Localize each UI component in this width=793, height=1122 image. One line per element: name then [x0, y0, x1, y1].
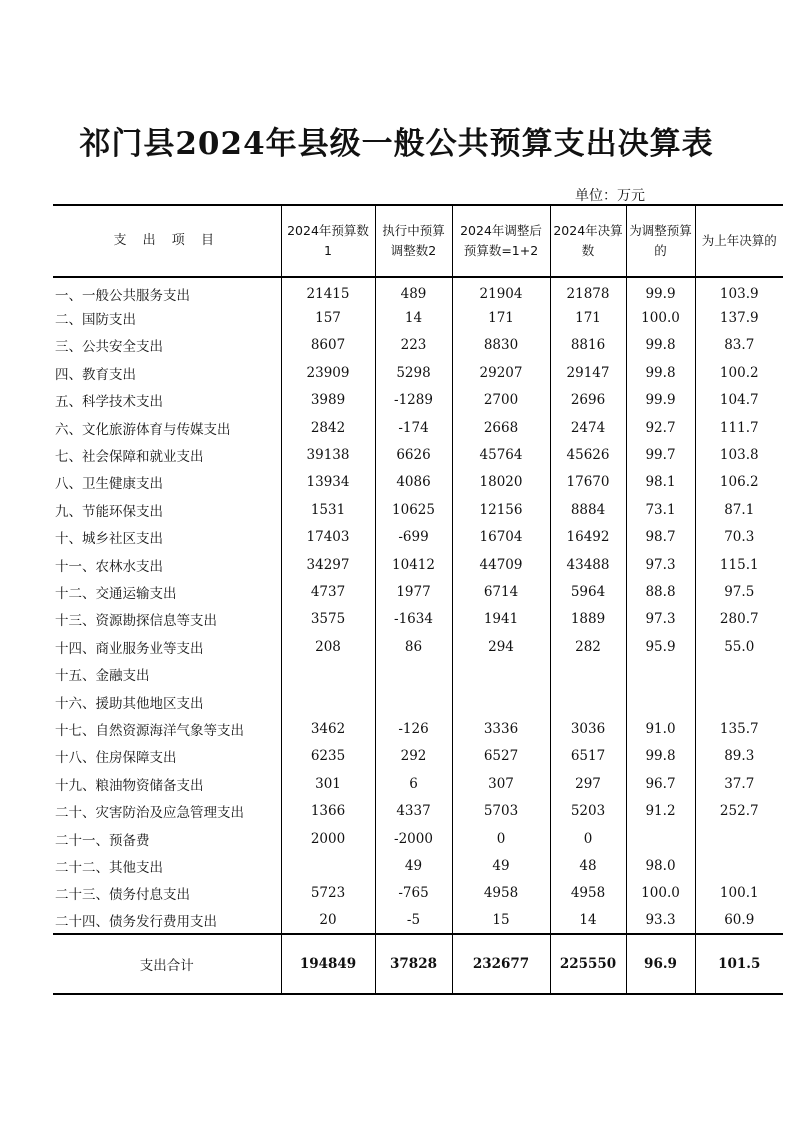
table-cell: 12156 [452, 496, 550, 523]
table-cell: 21904 [452, 277, 550, 304]
table-cell: 106.2 [695, 469, 783, 496]
table-cell [695, 688, 783, 715]
table-cell: 2700 [452, 387, 550, 414]
table-cell: -1289 [375, 387, 452, 414]
table-cell [281, 660, 375, 687]
row-label: 十九、粮油物资储备支出 [55, 777, 204, 794]
table-row [53, 578, 783, 605]
table-cell: 55.0 [695, 633, 783, 660]
table-cell: 6 [375, 770, 452, 797]
table-cell: 16704 [452, 524, 550, 551]
table-cell: 100.0 [626, 304, 695, 331]
table-cell: 29147 [550, 359, 626, 386]
table-cell: 45626 [550, 441, 626, 468]
table-cell: 103.9 [695, 277, 783, 304]
table-cell: 14 [550, 907, 626, 934]
table-cell [452, 688, 550, 715]
row-label: 十五、金融支出 [55, 668, 150, 685]
table-cell: 8884 [550, 496, 626, 523]
table-cell: 39138 [281, 441, 375, 468]
table-cell: 3336 [452, 715, 550, 742]
table-row [53, 852, 783, 879]
table-row [53, 277, 783, 304]
table-row [53, 797, 783, 824]
table-row [53, 387, 783, 414]
table-cell: -126 [375, 715, 452, 742]
table-cell: 86 [375, 633, 452, 660]
table-cell: 37.7 [695, 770, 783, 797]
table-cell: 92.7 [626, 414, 695, 441]
table-cell: 100.1 [695, 880, 783, 907]
table-cell [695, 852, 783, 879]
table-row [53, 770, 783, 797]
table-cell: 111.7 [695, 414, 783, 441]
total-cell: 101.5 [695, 934, 783, 994]
table-cell: 83.7 [695, 332, 783, 359]
table-row [53, 660, 783, 687]
table-cell: 1531 [281, 496, 375, 523]
row-label: 十二、交通运输支出 [55, 585, 177, 602]
table-row [53, 633, 783, 660]
table-cell: 252.7 [695, 797, 783, 824]
table-cell: 21415 [281, 277, 375, 304]
row-label: 四、教育支出 [55, 366, 136, 383]
table-cell: 2842 [281, 414, 375, 441]
table-cell: 1941 [452, 606, 550, 633]
row-label: 一、一般公共服务支出 [55, 288, 190, 305]
table-row [53, 524, 783, 551]
header-pct-last-year: 为上年决算的 [695, 205, 783, 277]
table-row [53, 907, 783, 934]
table-cell [626, 688, 695, 715]
row-label: 三、公共安全支出 [55, 339, 163, 356]
table-row [53, 441, 783, 468]
table-cell: 4958 [550, 880, 626, 907]
row-label: 十四、商业服务业等支出 [55, 640, 204, 657]
table-cell: 1889 [550, 606, 626, 633]
table-row [53, 825, 783, 852]
table-cell: 282 [550, 633, 626, 660]
table-row [53, 469, 783, 496]
table-cell: 49 [452, 852, 550, 879]
page-title: 祁门县2024年县级一般公共预算支出决算表 [79, 126, 714, 162]
table-cell: 6527 [452, 743, 550, 770]
table-cell: 49 [375, 852, 452, 879]
table-cell: 137.9 [695, 304, 783, 331]
total-cell: 225550 [550, 934, 626, 994]
table-cell: 294 [452, 633, 550, 660]
table-cell: 14 [375, 304, 452, 331]
table-cell: 98.1 [626, 469, 695, 496]
table-cell: 2474 [550, 414, 626, 441]
table-cell: -1634 [375, 606, 452, 633]
row-label: 二十二、其他支出 [55, 859, 163, 876]
table-cell [626, 825, 695, 852]
table-cell [550, 660, 626, 687]
row-label: 十六、援助其他地区支出 [55, 695, 204, 712]
table-cell: 5964 [550, 578, 626, 605]
table-row [53, 359, 783, 386]
row-label: 七、社会保障和就业支出 [55, 449, 204, 466]
table-cell: 301 [281, 770, 375, 797]
unit-label: 单位：万元 [575, 188, 645, 204]
table-cell: 44709 [452, 551, 550, 578]
row-label: 六、文化旅游体育与传媒支出 [55, 421, 231, 438]
table-row [53, 332, 783, 359]
row-label: 二、国防支出 [55, 312, 136, 329]
header-item: 支 出 项 目 [53, 205, 281, 277]
table-cell: 98.0 [626, 852, 695, 879]
table-cell: 0 [452, 825, 550, 852]
table-cell: -765 [375, 880, 452, 907]
table-cell: 100.0 [626, 880, 695, 907]
row-label: 二十一、预备费 [55, 832, 150, 849]
table-cell: 93.3 [626, 907, 695, 934]
table-cell: 6517 [550, 743, 626, 770]
table-cell: 3462 [281, 715, 375, 742]
table-cell: 297 [550, 770, 626, 797]
table-cell: 91.2 [626, 797, 695, 824]
table-cell: 99.8 [626, 743, 695, 770]
row-label: 二十、灾害防治及应急管理支出 [55, 805, 244, 822]
table-cell: 3575 [281, 606, 375, 633]
table-cell: 6235 [281, 743, 375, 770]
table-cell: 73.1 [626, 496, 695, 523]
total-row [53, 934, 783, 994]
table-cell [281, 852, 375, 879]
table-cell: 97.5 [695, 578, 783, 605]
total-cell: 37828 [375, 934, 452, 994]
header-adjustment: 执行中预算调整数2 [375, 205, 452, 277]
table-cell: 115.1 [695, 551, 783, 578]
table-cell: -5 [375, 907, 452, 934]
table-cell: 489 [375, 277, 452, 304]
table-cell: 97.3 [626, 551, 695, 578]
table-cell: 100.2 [695, 359, 783, 386]
table-cell: 0 [550, 825, 626, 852]
table-cell [695, 825, 783, 852]
header-final-account: 2024年决算数 [550, 205, 626, 277]
table-cell: 5723 [281, 880, 375, 907]
row-label: 二十四、债务发行费用支出 [55, 914, 217, 931]
header-budget: 2024年预算数1 [281, 205, 375, 277]
table-cell: 18020 [452, 469, 550, 496]
table-cell [626, 660, 695, 687]
total-cell: 96.9 [626, 934, 695, 994]
table-cell: 20 [281, 907, 375, 934]
table-cell: -699 [375, 524, 452, 551]
table-cell: 99.8 [626, 332, 695, 359]
table-row [53, 606, 783, 633]
row-label: 五、科学技术支出 [55, 394, 163, 411]
table-row [53, 414, 783, 441]
table-cell: 17670 [550, 469, 626, 496]
row-label: 十七、自然资源海洋气象等支出 [55, 722, 244, 739]
table-row [53, 551, 783, 578]
table-cell: 8607 [281, 332, 375, 359]
table-cell: 13934 [281, 469, 375, 496]
table-cell: 5298 [375, 359, 452, 386]
table-cell: 157 [281, 304, 375, 331]
table-cell: 5703 [452, 797, 550, 824]
table-cell: 96.7 [626, 770, 695, 797]
row-label: 十八、住房保障支出 [55, 750, 177, 767]
table-cell: 99.7 [626, 441, 695, 468]
table-cell: 15 [452, 907, 550, 934]
table-cell: 89.3 [695, 743, 783, 770]
table-cell: 23909 [281, 359, 375, 386]
table-cell: 17403 [281, 524, 375, 551]
table-cell: 43488 [550, 551, 626, 578]
table-row [53, 304, 783, 331]
table-cell [550, 688, 626, 715]
table-cell: 280.7 [695, 606, 783, 633]
table-cell: 1977 [375, 578, 452, 605]
total-label: 支出合计 [53, 934, 281, 994]
table-cell: 171 [550, 304, 626, 331]
expenditure-table [53, 204, 783, 995]
table-cell: 135.7 [695, 715, 783, 742]
table-cell [375, 660, 452, 687]
table-header-row [53, 205, 783, 277]
table-cell: 4958 [452, 880, 550, 907]
table-cell: 21878 [550, 277, 626, 304]
row-label: 十、城乡社区支出 [55, 531, 163, 548]
table-cell: 223 [375, 332, 452, 359]
table-cell: 307 [452, 770, 550, 797]
table-cell: 91.0 [626, 715, 695, 742]
table-cell [281, 688, 375, 715]
table-cell: 2668 [452, 414, 550, 441]
table-cell: 6714 [452, 578, 550, 605]
table-cell: 3989 [281, 387, 375, 414]
table-cell: 2000 [281, 825, 375, 852]
table-cell: 4737 [281, 578, 375, 605]
table-row [53, 743, 783, 770]
row-label: 十三、资源勘探信息等支出 [55, 613, 217, 630]
total-cell: 194849 [281, 934, 375, 994]
header-adjusted-budget: 2024年调整后预算数=1+2 [452, 205, 550, 277]
row-label: 九、节能环保支出 [55, 503, 163, 520]
table-cell: 88.8 [626, 578, 695, 605]
table-cell: 2696 [550, 387, 626, 414]
table-cell: -2000 [375, 825, 452, 852]
table-cell: 5203 [550, 797, 626, 824]
table-cell: 6626 [375, 441, 452, 468]
table-cell: 3036 [550, 715, 626, 742]
table-cell: 99.9 [626, 387, 695, 414]
table-cell: 4337 [375, 797, 452, 824]
table-cell: 34297 [281, 551, 375, 578]
table-cell: 4086 [375, 469, 452, 496]
header-pct-adjusted: 为调整预算的 [626, 205, 695, 277]
table-cell: 97.3 [626, 606, 695, 633]
table-cell: -174 [375, 414, 452, 441]
table-cell: 99.8 [626, 359, 695, 386]
table-cell: 292 [375, 743, 452, 770]
row-label: 八、卫生健康支出 [55, 476, 163, 493]
table-cell [375, 688, 452, 715]
table-row [53, 496, 783, 523]
table-cell: 10412 [375, 551, 452, 578]
table-cell: 98.7 [626, 524, 695, 551]
table-row [53, 880, 783, 907]
table-cell: 60.9 [695, 907, 783, 934]
table-cell [695, 660, 783, 687]
table-cell: 8816 [550, 332, 626, 359]
table-cell: 95.9 [626, 633, 695, 660]
table-cell: 45764 [452, 441, 550, 468]
table-cell: 99.9 [626, 277, 695, 304]
table-cell: 8830 [452, 332, 550, 359]
table-row [53, 715, 783, 742]
table-cell: 29207 [452, 359, 550, 386]
table-cell: 171 [452, 304, 550, 331]
table-cell: 10625 [375, 496, 452, 523]
table-cell: 87.1 [695, 496, 783, 523]
table-cell: 208 [281, 633, 375, 660]
table-cell: 103.8 [695, 441, 783, 468]
table-cell: 16492 [550, 524, 626, 551]
table-cell: 104.7 [695, 387, 783, 414]
row-label: 二十三、债务付息支出 [55, 887, 190, 904]
table-cell [452, 660, 550, 687]
table-cell: 70.3 [695, 524, 783, 551]
total-cell: 232677 [452, 934, 550, 994]
row-label: 十一、农林水支出 [55, 558, 163, 575]
table-cell: 1366 [281, 797, 375, 824]
table-row [53, 688, 783, 715]
table-cell: 48 [550, 852, 626, 879]
